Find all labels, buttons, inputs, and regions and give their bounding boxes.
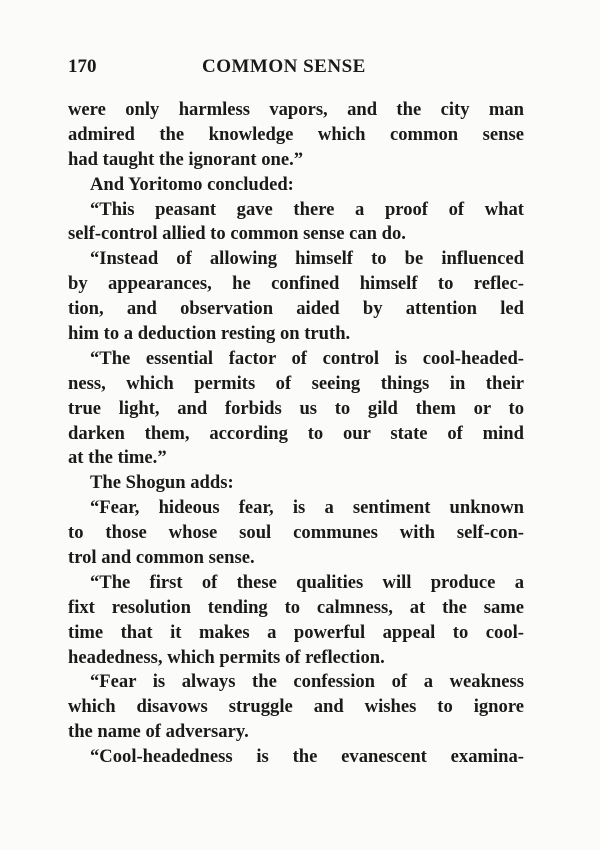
text-line: fixt resolution tending to calmness, at the same bbox=[68, 596, 524, 618]
text-line: “Instead of allowing himself to be influenced bbox=[90, 248, 524, 270]
text-line: headedness, which permits of reflection. bbox=[68, 646, 385, 668]
text-line: “The first of these qualities will produce a bbox=[90, 571, 524, 593]
page-body-text bbox=[68, 98, 524, 770]
page-number: 170 bbox=[68, 56, 97, 77]
text-line: “This peasant gave there a proof of what bbox=[90, 198, 524, 220]
text-line: which disavows struggle and wishes to ignore bbox=[68, 696, 524, 718]
text-line: “Fear is always the confession of a weakness bbox=[90, 671, 524, 693]
text-line: ness, which permits of seeing things in their bbox=[68, 372, 524, 394]
text-line: him to a deduction resting on truth. bbox=[68, 323, 351, 345]
text-line: tion, and observation aided by attention led bbox=[68, 298, 524, 320]
text-line: time that it makes a powerful appeal to cool- bbox=[68, 621, 524, 643]
text-line: And Yoritomo concluded: bbox=[90, 173, 294, 195]
text-line: at the time.” bbox=[68, 447, 167, 469]
text-line: to those whose soul communes with self-con- bbox=[68, 522, 524, 544]
text-line: were only harmless vapors, and the city man bbox=[68, 99, 524, 120]
text-line: “The essential factor of control is cool-headed- bbox=[90, 347, 524, 369]
text-line: had taught the ignorant one.” bbox=[68, 148, 304, 170]
running-header bbox=[68, 56, 522, 82]
text-line: darken them, according to our state of mind bbox=[68, 422, 524, 444]
text-line: “Cool-headedness is the evanescent examina- bbox=[90, 746, 524, 768]
text-line: by appearances, he confined himself to reflec- bbox=[68, 273, 524, 295]
text-line: trol and common sense. bbox=[68, 547, 255, 569]
text-line: admired the knowledge which common sense bbox=[68, 123, 524, 145]
text-line: The Shogun adds: bbox=[90, 472, 234, 494]
running-title: COMMON SENSE bbox=[202, 56, 366, 77]
text-line: true light, and forbids us to gild them or to bbox=[68, 397, 524, 419]
text-line: self-control allied to common sense can do. bbox=[68, 223, 406, 245]
text-line: the name of adversary. bbox=[68, 721, 249, 743]
text-line: “Fear, hideous fear, is a sentiment unknown bbox=[90, 497, 524, 519]
